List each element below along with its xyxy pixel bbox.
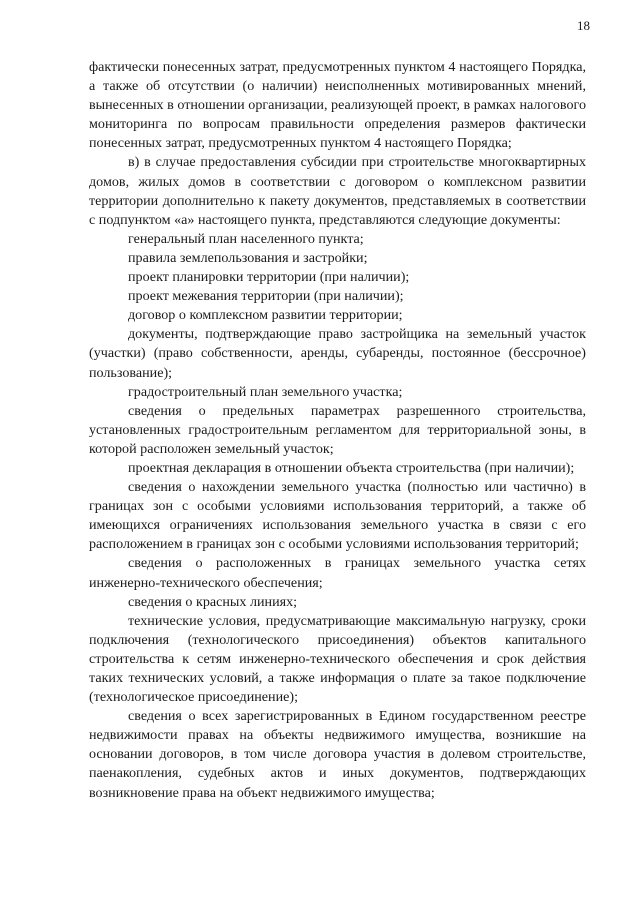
list-item: проектная декларация в отношении объекта строительства (при наличии); bbox=[128, 459, 575, 476]
list-item: проект планировки территории (при наличии); bbox=[128, 269, 410, 286]
list-item: договор о комплексном развитии территории; bbox=[128, 307, 403, 324]
list-item: технические условия, предусматривающие максимальную нагрузку, сроки подключения (технологического присоединения) объектов капитального строительства к сетям инженерно-технического обеспечения и срок действия таких технических условий, а также информация о плате за такое подключение (технологическое присоединение); bbox=[89, 612, 586, 706]
paragraph: в) в случае предоставления субсидии при строительстве многоквартирных домов, жилых домов в соответствии с договором о комплексном развитии территории дополнительно к пакету документов, представляемых в соответствии с подпунктом «а» настоящего пункта, представляются следующие документы: bbox=[89, 154, 586, 228]
page-number: 18 bbox=[577, 18, 590, 33]
list-item: сведения о предельных параметрах разрешенного строительства, установленных градостроительным регламентом для территориальной зоны, в которой расположен земельный участок; bbox=[89, 402, 586, 457]
document-body bbox=[89, 58, 586, 803]
paragraph: фактически понесенных затрат, предусмотренных пунктом 4 настоящего Порядка, а также об отсутствии (о наличии) неисполненных мотивированных мнений, вынесенных в отношении организации, реализующей проект, в рамках налогового мониторинга по вопросам правильности определения размеров фактически понесенных затрат, предусмотренных пунктом 4 настоящего Порядка; bbox=[89, 59, 586, 152]
list-item: правила землепользования и застройки; bbox=[128, 249, 368, 266]
list-item: документы, подтверждающие право застройщика на земельный участок (участки) (право собственности, аренды, субаренды, постоянное (бессрочное) пользование); bbox=[89, 326, 586, 381]
list-item: генеральный план населенного пункта; bbox=[128, 230, 364, 247]
list-item: сведения о красных линиях; bbox=[128, 593, 298, 610]
list-item: сведения о всех зарегистрированных в Едином государственном реестре недвижимости правах на объекты недвижимого имущества, возникшие на основании договоров, в том числе договора участия в долевом строительстве, паенакопления, судебных актов и иных документов, подтверждающих возникновение права на объект недвижимого имущества; bbox=[89, 708, 586, 801]
list-item: сведения о нахождении земельного участка (полностью или частично) в границах зон с особыми условиями использования территорий, а также об имеющихся ограничениях использования земельного участка в связи с его расположением в границах зон с особыми условиями использования территорий; bbox=[89, 479, 586, 553]
list-item: сведения о расположенных в границах земельного участка сетях инженерно-технического обеспечения; bbox=[89, 555, 586, 591]
list-item: градостроительный план земельного участка; bbox=[128, 383, 403, 400]
list-item: проект межевания территории (при наличии); bbox=[128, 288, 404, 305]
